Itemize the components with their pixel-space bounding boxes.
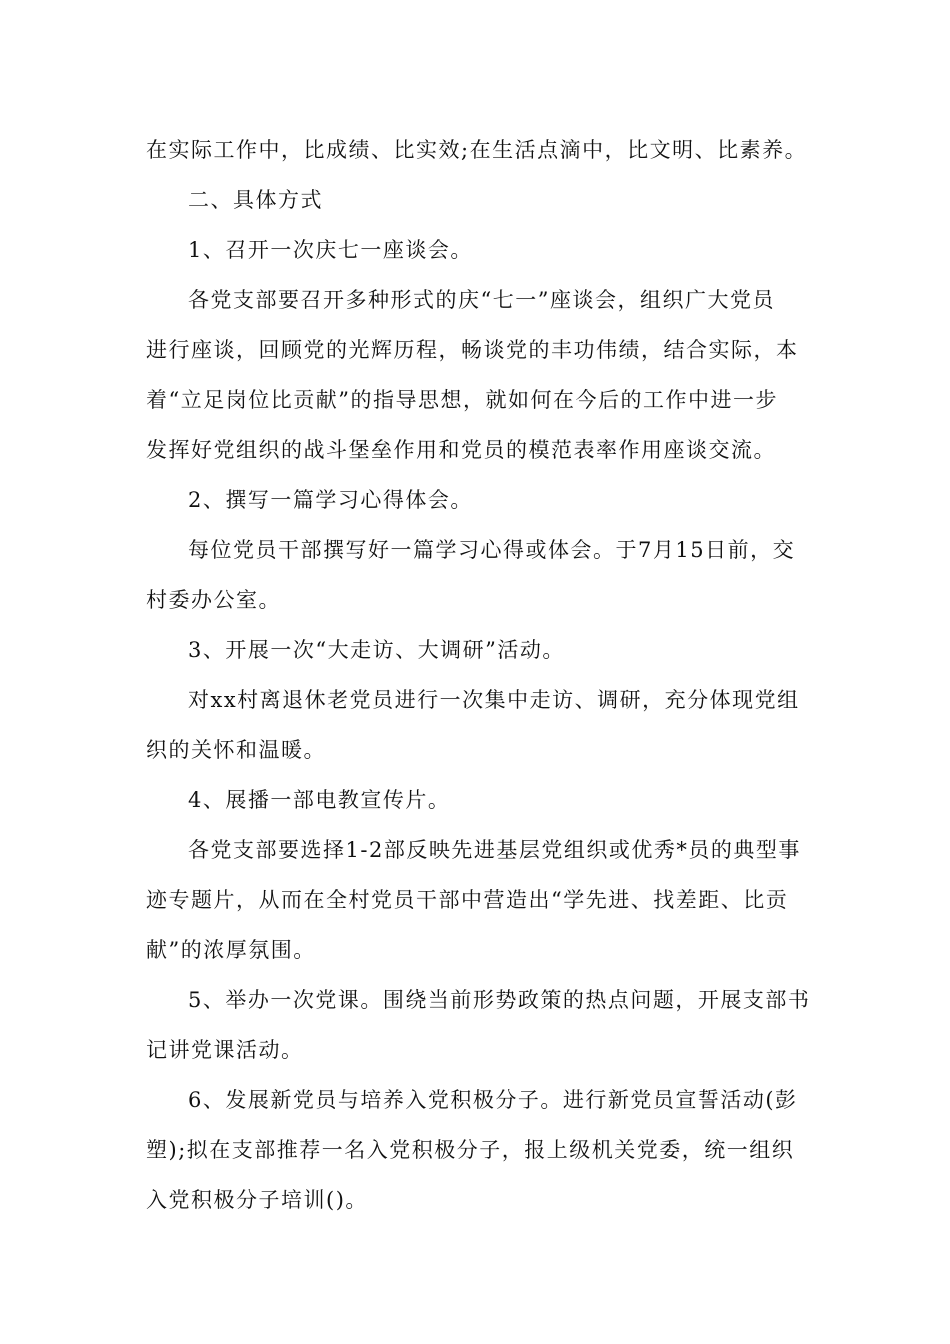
text-line: 村委办公室。 bbox=[146, 588, 281, 612]
section-heading: 二、具体方式 bbox=[188, 188, 323, 212]
text-line: 在实际工作中，比成绩、比实效;在生活点滴中，比文明、比素养。 bbox=[146, 138, 808, 162]
text-line: 记讲党课活动。 bbox=[146, 1038, 304, 1062]
text-line: 对xx村离退休老党员进行一次集中走访、调研，充分体现党组 bbox=[188, 688, 800, 712]
text-line: 迹专题片，从而在全村党员干部中营造出“学先进、找差距、比贡 bbox=[146, 888, 789, 912]
text-line: 入党积极分子培训()。 bbox=[146, 1188, 368, 1212]
text-line: 进行座谈，回顾党的光辉历程，畅谈党的丰功伟绩，结合实际，本 bbox=[146, 338, 799, 362]
item-heading: 3、开展一次“大走访、大调研”活动。 bbox=[188, 638, 565, 662]
item-heading: 1、召开一次庆七一座谈会。 bbox=[188, 238, 473, 262]
text-line: 塑);拟在支部推荐一名入党积极分子，报上级机关党委，统一组织 bbox=[146, 1138, 795, 1162]
text-line: 织的关怀和温暖。 bbox=[146, 738, 326, 762]
text-line: 各党支部要选择1-2部反映先进基层党组织或优秀*员的典型事 bbox=[188, 838, 801, 862]
text-line: 发挥好党组织的战斗堡垒作用和党员的模范表率作用座谈交流。 bbox=[146, 438, 776, 462]
text-line: 每位党员干部撰写好一篇学习心得或体会。于7月15日前，交 bbox=[188, 538, 796, 562]
item-heading: 5、举办一次党课。围绕当前形势政策的热点问题，开展支部书 bbox=[188, 988, 811, 1012]
text-line: 献”的浓厚氛围。 bbox=[146, 938, 316, 962]
item-heading: 6、发展新党员与培养入党积极分子。进行新党员宣誓活动(彭 bbox=[188, 1088, 798, 1112]
text-line: 着“立足岗位比贡献”的指导思想，就如何在今后的工作中进一步 bbox=[146, 388, 778, 412]
text-line: 各党支部要召开多种形式的庆“七一”座谈会，组织广大党员 bbox=[188, 288, 775, 312]
item-heading: 4、展播一部电教宣传片。 bbox=[188, 788, 451, 812]
item-heading: 2、撰写一篇学习心得体会。 bbox=[188, 488, 473, 512]
